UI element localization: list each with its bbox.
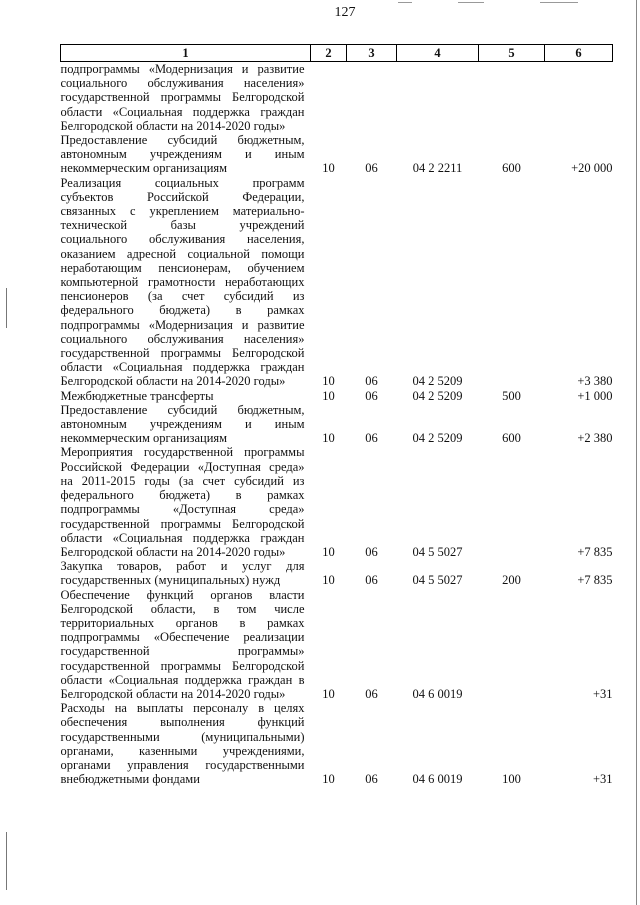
description-cell: [61, 389, 311, 403]
description-line: государственной программы Белгородской: [60, 658, 305, 673]
table-row: [61, 389, 613, 403]
column-header: 6: [545, 45, 613, 62]
description-line: Предоставление субсидий бюджетным,: [60, 133, 305, 148]
amount-change-cell: +7 835: [577, 544, 613, 559]
description-line: автономным учреждениям и иным: [60, 147, 305, 162]
description-line: органами управления государственными: [60, 757, 305, 772]
section-code-cell: 10: [322, 686, 335, 701]
target-article-code-cell: 04 5 5027: [412, 544, 463, 559]
amount-change-cell: +2 380: [577, 431, 613, 446]
amount-change-cell: [545, 62, 613, 134]
section-code-cell: 10: [322, 388, 335, 403]
amount-change-cell: +20 000: [571, 161, 613, 176]
table-row: [61, 445, 613, 559]
description-line: федерального бюджета) в рамках: [60, 303, 305, 318]
description-line: области «Социальная поддержка граждан: [60, 104, 305, 119]
table-header-row: [61, 45, 613, 62]
description-line: социального обслуживания населения»: [60, 76, 305, 91]
expense-type-code-cell: [479, 588, 545, 702]
description-line: федерального бюджета) в рамках: [60, 488, 305, 503]
description-line: области «Социальная поддержка граждан: [60, 530, 305, 545]
subsection-code-cell: 06: [365, 686, 378, 701]
description-line: государственной программы Белгородской: [60, 516, 305, 531]
description-line: Закупка товаров, работ и услуг для: [60, 559, 305, 574]
description-line: связанных с укреплением материально-: [60, 204, 305, 219]
subsection-code-cell: 06: [365, 431, 378, 446]
subsection-code-cell: [347, 62, 397, 134]
description-line: подпрограммы «Доступная среда»: [60, 502, 305, 517]
description-line: государственных (муниципальных) нужд: [60, 573, 281, 588]
scan-mark: [458, 2, 484, 3]
subsection-code-cell: 06: [365, 544, 378, 559]
description-line: Белгородской области на 2014-2020 годы»: [60, 686, 286, 701]
page-number: 127: [334, 5, 356, 20]
description-line: Реализация социальных программ: [60, 175, 305, 190]
description-line: субъектов Российской Федерации,: [60, 189, 305, 204]
description-line: подпрограммы «Модернизация и развитие: [60, 62, 305, 76]
description-cell: [61, 62, 311, 134]
table-row: [61, 403, 613, 446]
table-row: [61, 588, 613, 702]
expense-type-code-cell: [479, 62, 545, 134]
amount-change-cell: +1 000: [577, 388, 613, 403]
table-row: [61, 559, 613, 587]
column-header: 3: [347, 45, 397, 62]
expense-type-code-cell: 100: [502, 772, 521, 787]
description-line: социального обслуживания населения»: [60, 331, 305, 346]
description-cell: [61, 701, 311, 786]
amount-change-cell: +7 835: [577, 573, 613, 588]
column-header: 5: [479, 45, 545, 62]
description-line: Белгородской области, в том числе: [60, 601, 305, 616]
description-cell: [61, 133, 311, 176]
description-line: Белгородской области на 2014-2020 годы»: [60, 118, 286, 133]
subsection-code-cell: 06: [365, 161, 378, 176]
target-article-code-cell: 04 6 0019: [412, 772, 463, 787]
scan-mark: [398, 2, 412, 3]
description-line: обеспечения выполнения функций: [60, 715, 305, 730]
subsection-code-cell: 06: [365, 573, 378, 588]
description-cell: [61, 559, 311, 587]
amount-change-cell: +3 380: [577, 374, 613, 389]
scan-mark: [540, 2, 578, 3]
description-line: области «Социальная поддержка граждан: [60, 360, 305, 375]
description-line: Предоставление субсидий бюджетным,: [60, 402, 305, 417]
description-cell: [61, 445, 311, 559]
description-line: государственной программы Белгородской: [60, 346, 305, 361]
target-article-code-cell: 04 2 5209: [412, 374, 463, 389]
expense-type-code-cell: [479, 176, 545, 389]
description-line: территориальных органов в рамках: [60, 615, 305, 630]
table-row: [61, 62, 613, 134]
description-line: Мероприятия государственной программы: [60, 445, 305, 460]
margin-mark: [6, 832, 7, 890]
expense-type-code-cell: 500: [502, 388, 521, 403]
expense-type-code-cell: 600: [502, 431, 521, 446]
description-line: оказанием адресной социальной помощи: [60, 246, 305, 261]
amount-change-cell: +31: [592, 772, 613, 787]
description-line: Межбюджетные трансферты: [60, 388, 214, 403]
description-line: подпрограммы «Модернизация и развитие: [60, 317, 305, 332]
target-article-code-cell: 04 2 5209: [412, 431, 463, 446]
section-code-cell: 10: [322, 374, 335, 389]
column-header: 2: [311, 45, 347, 62]
description-line: Белгородской области на 2014-2020 годы»: [60, 374, 286, 389]
subsection-code-cell: 06: [365, 388, 378, 403]
section-code-cell: [311, 62, 347, 134]
table-body: [61, 62, 613, 787]
description-line: Расходы на выплаты персоналу в целях: [60, 701, 305, 716]
expense-type-code-cell: 600: [502, 161, 521, 176]
description-line: Российской Федерации «Доступная среда»: [60, 459, 305, 474]
table-row: [61, 133, 613, 176]
description-line: органами, казенными учреждениями,: [60, 743, 305, 758]
subsection-code-cell: 06: [365, 374, 378, 389]
target-article-code-cell: 04 6 0019: [412, 686, 463, 701]
description-line: технической базы учреждений: [60, 218, 305, 233]
subsection-code-cell: 06: [365, 772, 378, 787]
amount-change-cell: +31: [592, 686, 613, 701]
description-line: области «Социальная поддержка граждан в: [60, 672, 305, 687]
description-line: на 2011-2015 годы (за счет субсидий из: [60, 473, 305, 488]
description-line: государственной программы»: [60, 644, 305, 659]
description-line: Обеспечение функций органов власти: [60, 587, 305, 602]
description-line: неработающим пенсионерам, обучением: [60, 260, 305, 275]
description-line: социального обслуживания населения,: [60, 232, 305, 247]
description-cell: [61, 588, 311, 702]
description-cell: [61, 403, 311, 446]
description-line: некоммерческим организациям: [60, 161, 228, 176]
target-article-code-cell: 04 5 5027: [412, 573, 463, 588]
description-line: автономным учреждениям и иным: [60, 417, 305, 432]
margin-mark: [6, 288, 7, 328]
table-row: [61, 176, 613, 389]
target-article-code-cell: 04 2 2211: [412, 161, 463, 176]
description-line: государственной программы Белгородской: [60, 90, 305, 105]
target-article-code-cell: 04 2 5209: [412, 388, 463, 403]
column-header: 1: [61, 45, 311, 62]
description-line: государственными (муниципальными): [60, 729, 305, 744]
description-line: внебюджетными фондами: [60, 772, 200, 787]
column-header: 4: [397, 45, 479, 62]
page-edge: [636, 0, 637, 905]
description-line: компьютерной грамотности неработающих: [60, 275, 305, 290]
description-line: Белгородской области на 2014-2020 годы»: [60, 544, 286, 559]
section-code-cell: 10: [322, 573, 335, 588]
section-code-cell: 10: [322, 431, 335, 446]
expense-type-code-cell: [479, 445, 545, 559]
expense-type-code-cell: 200: [502, 573, 521, 588]
description-cell: [61, 176, 311, 389]
section-code-cell: 10: [322, 544, 335, 559]
budget-table: [60, 44, 613, 786]
description-line: некоммерческим организациям: [60, 431, 228, 446]
description-line: пенсионеров (за счет субсидий из: [60, 289, 305, 304]
section-code-cell: 10: [322, 772, 335, 787]
description-line: подпрограммы «Обеспечение реализации: [60, 630, 305, 645]
table-row: [61, 701, 613, 786]
target-article-code-cell: [397, 62, 479, 134]
section-code-cell: 10: [322, 161, 335, 176]
